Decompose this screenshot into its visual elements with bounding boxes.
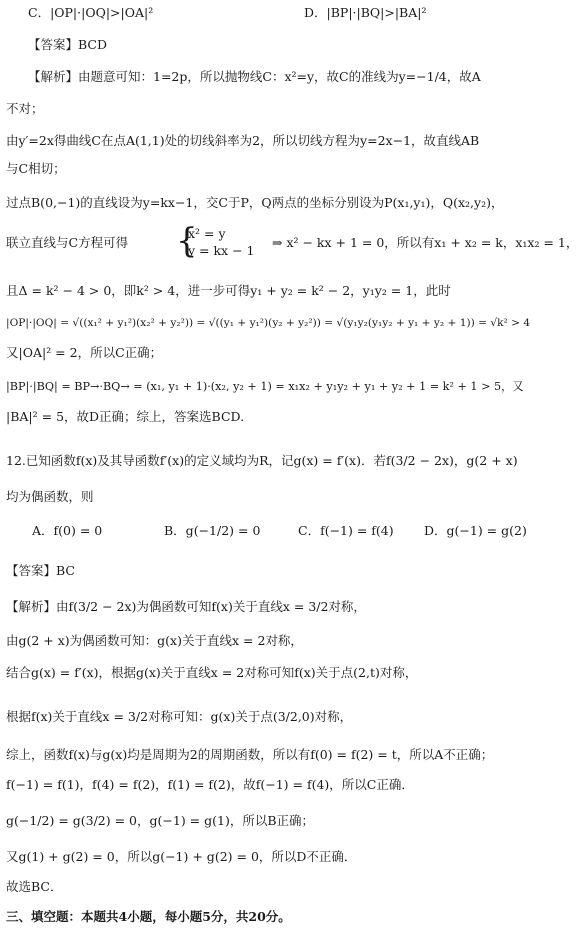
brace-icon: { bbox=[176, 221, 198, 261]
q12-stem-line-2: 均为偶函数，则 bbox=[6, 489, 94, 504]
q11-option-c: C．|OP|·|OQ|>|OA|² bbox=[28, 5, 154, 20]
q12-option-d: D．g(−1) = g(2) bbox=[424, 523, 527, 538]
q11-explain-line-1: 【解析】由题意可知：1=2p，所以抛物线C：x²=y，故C的准线为y=−1/4，故A bbox=[28, 69, 481, 84]
q12-explain-line-8: 又g(1) + g(2) = 0，所以g(−1) + g(2) = 0，所以D不正确． bbox=[6, 849, 357, 864]
q11-explain-line-9: 又|OA|² = 2，所以C正确； bbox=[6, 345, 163, 360]
q12-option-c: C．f(−1) = f(4) bbox=[298, 523, 394, 538]
q11-system-result: ⇒ x² − kx + 1 = 0，所以有x₁ + x₂ = k，x₁x₂ = 1， bbox=[272, 235, 578, 250]
q12-stem-line-1: 12.已知函数f(x)及其导函数f′(x)的定义域均为R，记g(x) = f′(x)．若f(3/2 − 2x)，g(2 + x) bbox=[6, 453, 518, 468]
q12-option-a: A．f(0) = 0 bbox=[32, 523, 103, 538]
q11-explain-line-7: 且Δ = k² − 4 > 0，即k² > 4，进一步可得y₁ + y₂ = k² − 2，y₁y₂ = 1，此时 bbox=[6, 283, 451, 298]
q11-option-d: D．|BP|·|BQ|>|BA|² bbox=[304, 5, 427, 20]
q12-explain-line-9: 故选BC． bbox=[6, 879, 63, 894]
q11-explain-line-10: |BP|·|BQ| = BP→·BQ→ = (x₁, y₁ + 1)·(x₂, y₂ + 1) = x₁x₂ + y₁y₂ + y₁ + y₂ + 1 = k² + 1 > 5，又 bbox=[6, 380, 524, 393]
system-eq-2: y = kx − 1 bbox=[188, 243, 255, 258]
q12-explain-line-2: 由g(2 + x)为偶函数可知：g(x)关于直线x = 2对称， bbox=[6, 633, 303, 648]
q12-option-b: B．g(−1/2) = 0 bbox=[164, 523, 261, 538]
q11-explain-line-5: 过点B(0,−1)的直线设为y=kx−1，交C于P，Q两点的坐标分别设为P(x₁,y₁)，Q(x₂,y₂)， bbox=[6, 195, 504, 210]
q11-explain-line-11: |BA|² = 5，故D正确；综上，答案选BCD. bbox=[6, 409, 245, 424]
q11-explain-line-4: 与C相切； bbox=[6, 161, 66, 176]
q12-answer: 【答案】BC bbox=[6, 563, 75, 578]
q11-explain-line-8: |OP|·|OQ| = √((x₁² + y₁²)(x₂² + y₂²)) = √((y₁ + y₁²)(y₂ + y₂²)) = √(y₁y₂(y₁y₂ + y₁ + y₂ + 1)) = √k² > 4 bbox=[6, 317, 531, 329]
section-3-heading: 三、填空题：本题共4小题，每小题5分，共20分。 bbox=[6, 909, 291, 924]
q12-explain-line-1: 【解析】由f(3/2 − 2x)为偶函数可知f(x)关于直线x = 3/2对称， bbox=[6, 599, 366, 614]
system-eq-1: x² = y bbox=[188, 226, 226, 241]
q11-explain-line-6 bbox=[6, 234, 578, 252]
q11-explain-line-2: 不对； bbox=[6, 101, 44, 116]
q12-explain-line-5: 综上，函数f(x)与g(x)均是周期为2的周期函数，所以有f(0) = f(2) = t，所以A不正确； bbox=[6, 747, 494, 762]
q12-explain-line-4: 根据f(x)关于直线x = 3/2对称可知：g(x)关于点(3/2,0)对称， bbox=[6, 709, 353, 724]
q11-answer: 【答案】BCD bbox=[28, 37, 108, 52]
q12-explain-line-7: g(−1/2) = g(3/2) = 0，g(−1) = g(1)，所以B正确； bbox=[6, 813, 315, 828]
q11-system-lead: 联立直线与C方程可得 bbox=[6, 235, 129, 250]
q11-explain-line-3: 由y′=2x得曲线C在点A(1,1)处的切线斜率为2，所以切线方程为y=2x−1，故直线AB bbox=[6, 133, 480, 148]
q12-explain-line-6: f(−1) = f(1)，f(4) = f(2)，f(1) = f(2)，故f(−1) = f(4)，所以C正确． bbox=[6, 777, 414, 792]
q12-explain-line-3: 结合g(x) = f′(x)，根据g(x)关于直线x = 2对称可知f(x)关于点(2,t)对称， bbox=[6, 665, 418, 680]
